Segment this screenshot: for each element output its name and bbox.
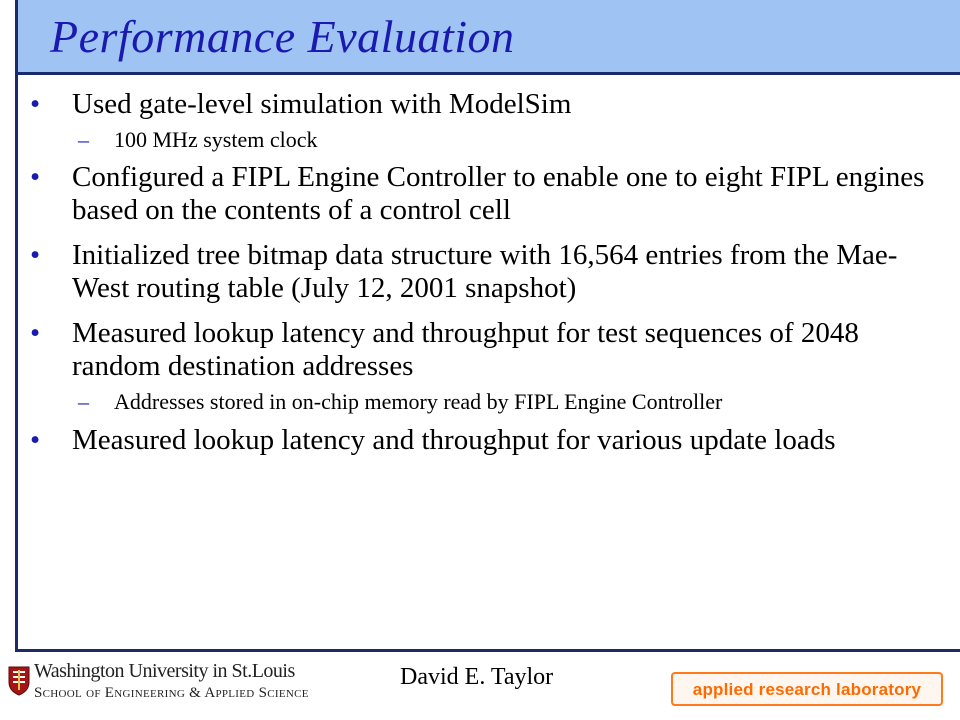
lab-badge	[671, 672, 943, 706]
bullet-item	[30, 88, 940, 121]
slide-title: Performance Evaluation	[50, 11, 515, 62]
sub-bullet-text: Addresses stored in on-chip memory read by FIPL Engine Controller	[114, 389, 723, 414]
bullet-marker: •	[30, 317, 41, 349]
bullet-text: Initialized tree bitmap data structure with 16,564 entries from the Mae-West routing table (July 12, 2001 snapshot)	[72, 239, 898, 304]
bullet-text: Used gate-level simulation with ModelSim	[72, 88, 572, 120]
university-logo	[6, 660, 316, 712]
bullet-marker: •	[30, 239, 41, 271]
university-name: Washington University in St.Louis	[34, 660, 295, 682]
title-bar	[15, 0, 960, 75]
bullet-text: Measured lookup latency and throughput for various update loads	[72, 424, 836, 456]
sub-bullet-marker: –	[78, 389, 89, 414]
bullet-text: Configured a FIPL Engine Controller to enable one to eight FIPL engines based on the contents of a control cell	[72, 161, 925, 226]
sub-bullet-item	[30, 389, 940, 414]
university-shield-icon	[8, 666, 30, 696]
bullet-marker: •	[30, 88, 41, 120]
bullet-list	[30, 88, 940, 457]
bullet-item	[30, 317, 940, 383]
sub-bullet-item	[30, 127, 940, 152]
bullet-item	[30, 239, 940, 305]
bullet-item	[30, 424, 940, 457]
author-name: David E. Taylor	[400, 664, 554, 690]
sub-bullet-text: 100 MHz system clock	[114, 127, 318, 152]
bullet-marker: •	[30, 161, 41, 193]
bullet-text: Measured lookup latency and throughput for test sequences of 2048 random destination addresses	[72, 317, 859, 382]
bullet-marker: •	[30, 424, 41, 456]
bullet-item	[30, 161, 940, 227]
lab-badge-text: applied research laboratory	[692, 680, 922, 699]
sub-bullet-marker: –	[78, 127, 89, 152]
school-name: School of Engineering & Applied Science	[34, 685, 309, 701]
